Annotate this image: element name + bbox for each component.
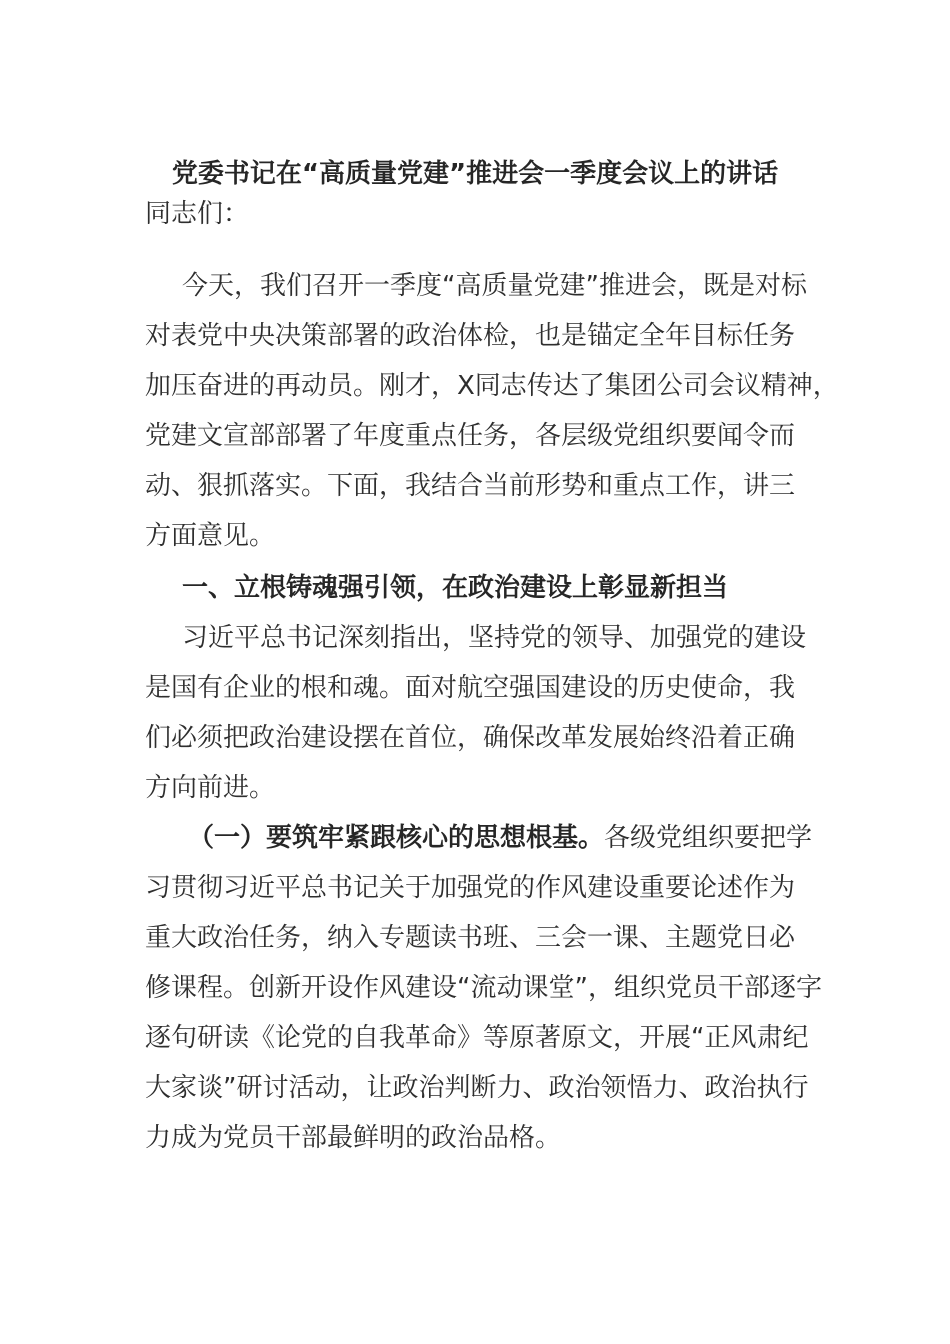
sub1-first-rest: 各级党组织要把学 [604, 823, 813, 853]
intro-line: 动、狠抓落实。下面，我结合当前形势和重点工作，讲三 [145, 471, 796, 501]
sub1-line: 逐句研读《论党的自我革命》等原著原文，开展“正风肃纪 [145, 1023, 809, 1053]
sub1-line: 大家谈”研讨活动，让政治判断力、政治领悟力、政治执行 [145, 1073, 809, 1103]
intro-line: 对表党中央决策部署的政治体检，也是锚定全年目标任务 [145, 321, 796, 351]
sub1-heading: （一）要筑牢紧跟核心的思想根基。 [188, 823, 605, 853]
section1-line: 习近平总书记深刻指出，坚持党的领导、加强党的建设 [182, 623, 807, 653]
intro-line: 党建文宣部部署了年度重点任务，各层级党组织要闻令而 [145, 421, 796, 451]
document-title: 党委书记在“高质量党建”推进会一季度会议上的讲话 [171, 159, 779, 189]
section1-heading: 一、立根铸魂强引领，在政治建设上彰显新担当 [182, 573, 729, 603]
section1-line: 们必须把政治建设摆在首位，确保改革发展始终沿着正确 [145, 723, 796, 753]
sub1-first-line [188, 820, 812, 856]
section1-line: 是国有企业的根和魂。面对航空强国建设的历史使命，我 [145, 673, 796, 703]
intro-line: 今天，我们召开一季度“高质量党建”推进会，既是对标 [182, 271, 807, 301]
salutation: 同志们： [145, 199, 250, 229]
sub1-line: 力成为党员干部最鲜明的政治品格。 [145, 1123, 562, 1153]
sub1-line: 习贯彻习近平总书记关于加强党的作风建设重要论述作为 [145, 873, 796, 903]
sub1-line: 修课程。创新开设作风建设“流动课堂”，组织党员干部逐字 [145, 973, 822, 1003]
sub1-line: 重大政治任务，纳入专题读书班、三会一课、主题党日必 [145, 923, 796, 953]
section1-line: 方向前进。 [145, 773, 276, 803]
intro-line: 方面意见。 [145, 521, 276, 551]
intro-line: 加压奋进的再动员。刚才，X同志传达了集团公司会议精神， [145, 371, 839, 401]
